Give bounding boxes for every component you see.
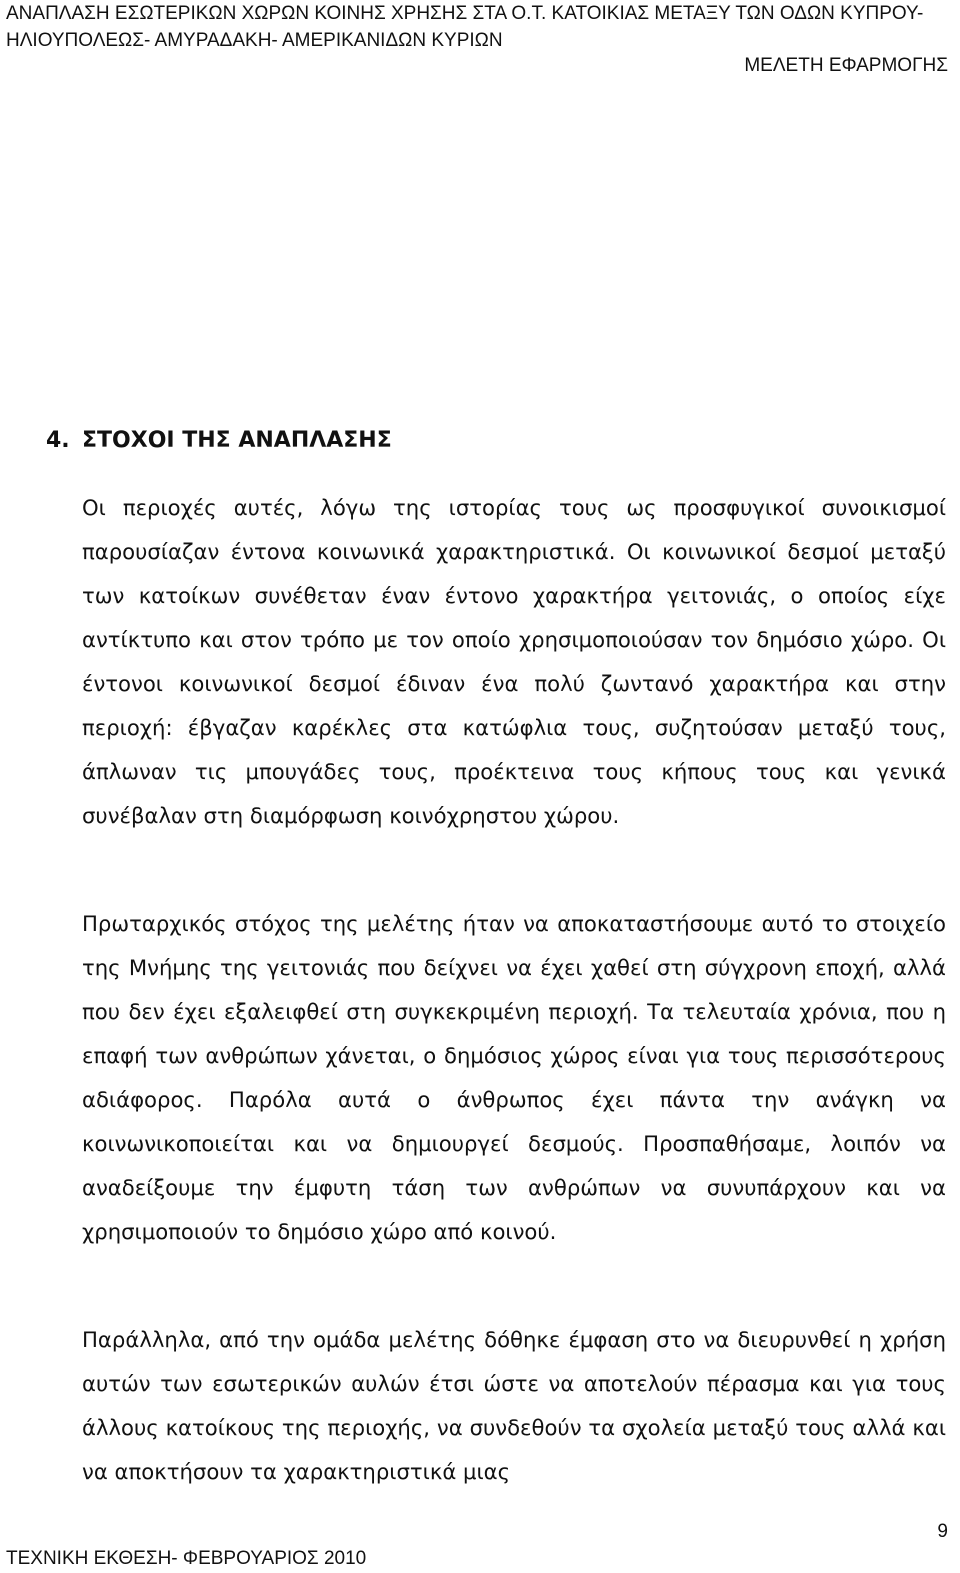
header-title-line-2: ΗΛΙΟΥΠΟΛΕΩΣ- ΑΜΥΡΑΔΑΚΗ- ΑΜΕΡΙΚΑΝΙΔΩΝ ΚΥΡΙΩΝ xyxy=(6,30,503,51)
section-title: ΣΤΟΧΟΙ ΤΗΣ ΑΝΑΠΛΑΣΗΣ xyxy=(82,428,392,453)
section-heading xyxy=(46,426,392,456)
paragraph-2: Πρωταρχικός στόχος της μελέτης ήταν να αποκαταστήσουμε αυτό το στοιχείο της Μνήμης της γειτονιάς που δείχνει να έχει χαθεί στη σύγχρονη εποχή, αλλά που δεν έχει εξαλειφθεί στη συγκεκριμένη περιοχή. Τα τελευταία χρόνια, που η επαφή των ανθρώπων χάνεται, ο δημόσιος χώρος είναι για τους περισσότερους αδιάφορος. Παρόλα αυτά ο άνθρωπος έχει πάντα την ανάγκη να κοινωνικοποιείται και να δημιουργεί δεσμούς. Προσπαθήσαμε, λοιπόν να αναδείξουμε την έμφυτη τάση των ανθρώπων να συνυπάρχουν και να χρησιμοποιούν το δημόσιο χώρο από κοινού. xyxy=(82,911,946,1244)
section-number: 4. xyxy=(46,428,70,453)
paragraph-1: Οι περιοχές αυτές, λόγω της ιστορίας τους ως προσφυγικοί συνοικισμοί παρουσίαζαν έντονα κοινωνικά χαρακτηριστικά. Οι κοινωνικοί δεσμοί μεταξύ των κατοίκων συνέθεταν έναν έντονο χαρακτήρα γειτονιάς, ο οποίος είχε αντίκτυπο και στον τρόπο με τον οποίο χρησιμοποιούσαν τον δημόσιο χώρο. Οι έντονοι κοινωνικοί δεσμοί έδιναν ένα πολύ ζωντανό χαρακτήρα και στην περιοχή: έβγαζαν καρέκλες στα κατώφλια τους, συζητούσαν μεταξύ τους, άπλωναν τις μπουγάδες τους, προέκτεινα τους κήπους τους και γενικά συνέβαλαν στη διαμόρφωση κοινόχρηστου χώρου. xyxy=(82,495,946,828)
running-footer: ΤΕΧΝΙΚΗ ΕΚΘΕΣΗ- ΦΕΒΡΟΥΑΡΙΟΣ 2010 xyxy=(6,1548,367,1569)
paragraph-3: Παράλληλα, από την ομάδα μελέτης δόθηκε έμφαση στο να διευρυνθεί η χρήση αυτών των εσωτερικών αυλών έτσι ώστε να αποτελούν πέρασμα και για τους άλλους κατοίκους της περιοχής, να συνδεθούν τα σχολεία μεταξύ τους αλλά και να αποκτήσουν τα χαρακτηριστικά μιας xyxy=(82,1327,946,1484)
header-title-line-1: ΑΝΑΠΛΑΣΗ ΕΣΩΤΕΡΙΚΩΝ ΧΩΡΩΝ ΚΟΙΝΗΣ ΧΡΗΣΗΣ ΣΤΑ Ο.Τ. ΚΑΤΟΙΚΙΑΣ ΜΕΤΑΞΥ ΤΩΝ ΟΔΩΝ ΚΥΠΡΟΥ- xyxy=(6,3,924,24)
page-number: 9 xyxy=(937,1521,948,1542)
running-header xyxy=(6,0,950,54)
header-subtitle: ΜΕΛΕΤΗ ΕΦΑΡΜΟΓΗΣ xyxy=(744,55,948,76)
